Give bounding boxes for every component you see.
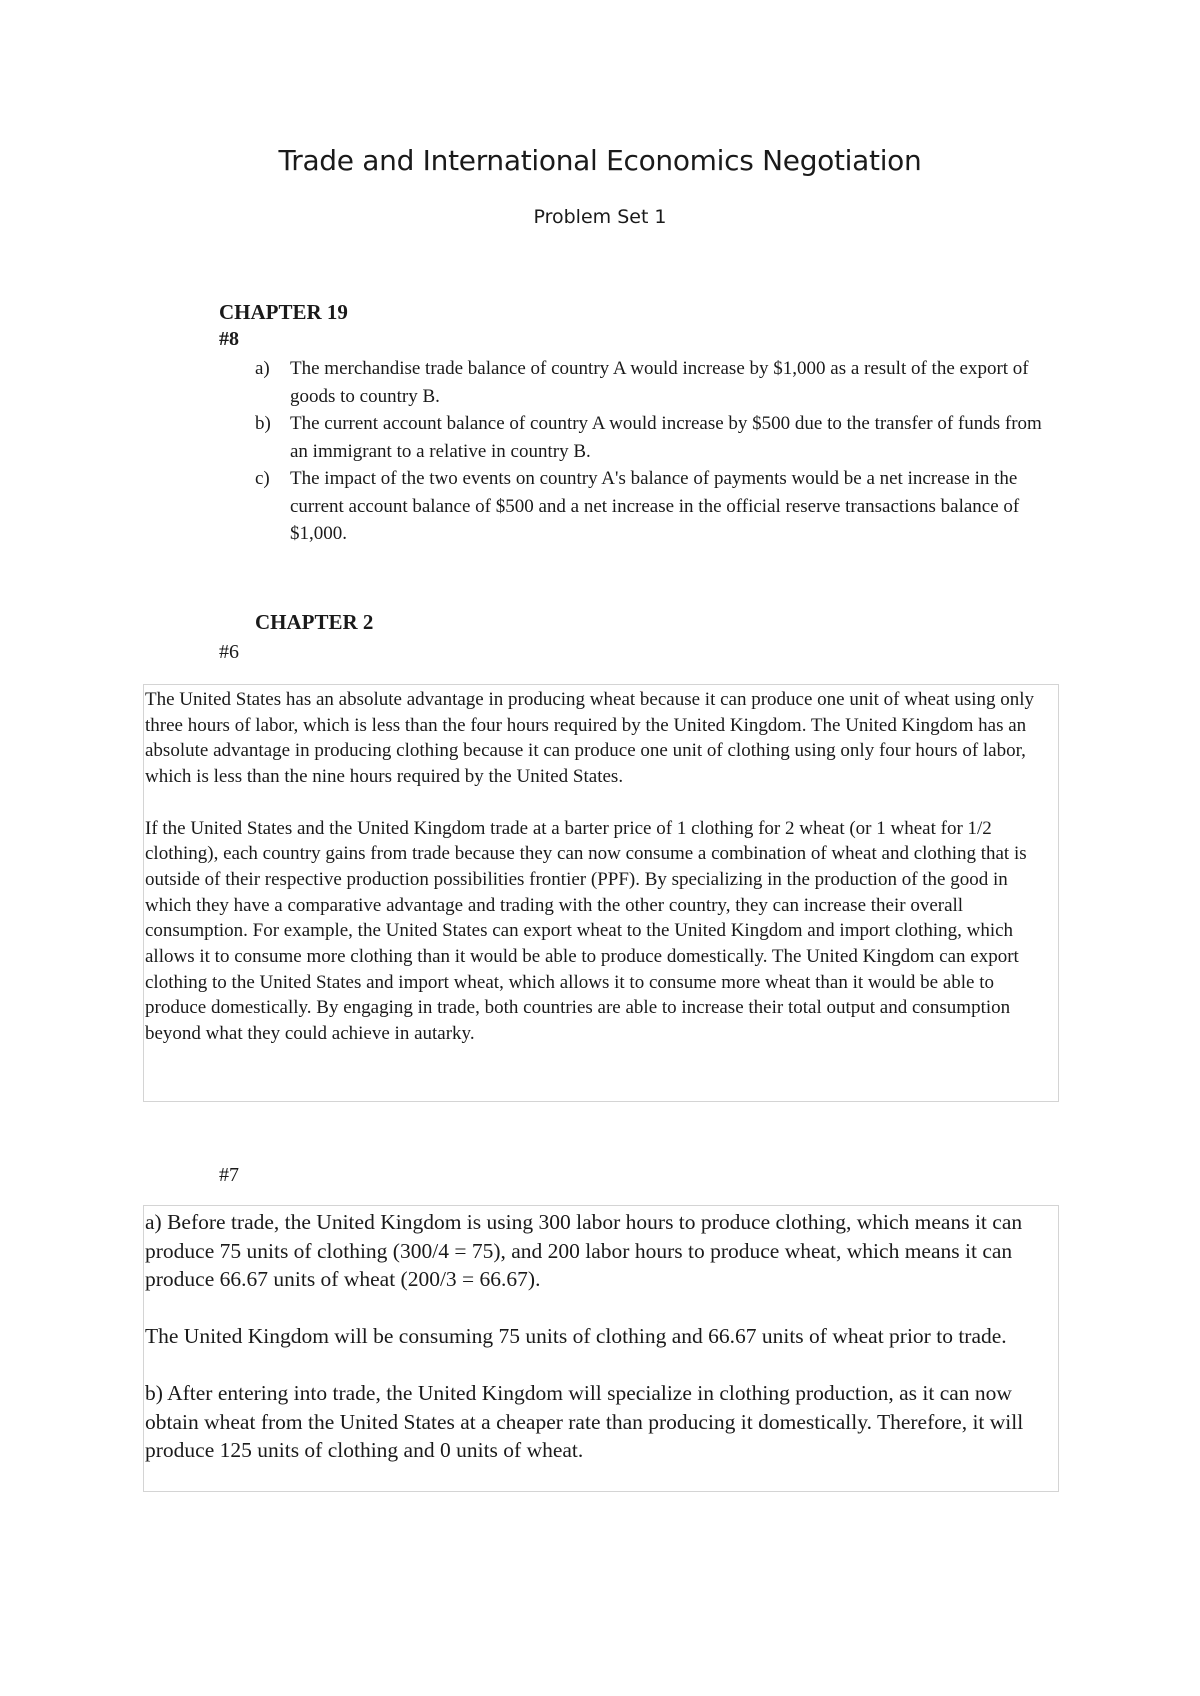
problem-6-number: #6 (219, 641, 239, 663)
answer-item-b (255, 410, 1055, 465)
problem-7-answer-box (143, 1205, 1059, 1492)
document-title: Trade and International Economics Negotiation (278, 144, 922, 177)
document-subtitle: Problem Set 1 (533, 206, 667, 228)
problem-7-number: #7 (219, 1164, 239, 1186)
answer-paragraph: The United States has an absolute advantage in producing wheat because it can produce one unit of wheat using only three hours of labor, which is less than the four hours required by the United Kingdom. The United Kingdom has an absolute advantage in producing clothing because it can produce one unit of clothing using only four hours of labor, which is less than the nine hours required by the United States. (145, 689, 1035, 788)
chapter-19-heading: CHAPTER 19 (219, 300, 348, 324)
problem-6-answer-box (143, 684, 1059, 1102)
answer-item-a (255, 355, 1055, 410)
answer-marker: b) (255, 413, 271, 434)
chapter-2-heading: CHAPTER 2 (255, 610, 374, 634)
answer-paragraph: a) Before trade, the United Kingdom is using 300 labor hours to produce clothing, which means it can produce 75 units of clothing (300/4 = 75), and 200 labor hours to produce wheat, which means it can produce 66.67 units of wheat (200/3 = 66.67). (145, 1210, 1023, 1291)
answer-paragraph: b) After entering into trade, the United Kingdom will specialize in clothing production, as it can now obtain wheat from the United States at a cheaper rate than producing it domestically. Therefore, it will produce 125 units of clothing and 0 units of wheat. (145, 1381, 1024, 1462)
answer-text: The merchandise trade balance of country A would increase by $1,000 as a result of the export of goods to country B. (290, 358, 1029, 407)
answer-paragraph: If the United States and the United Kingdom trade at a barter price of 1 clothing for 2 wheat (or 1 wheat for 1/2 clothing), each country gains from trade because they can now consume a combination of wheat and clothing that is outside of their respective production possibilities frontier (PPF). By specializing in the production of the good in which they have a comparative advantage and trading with the other country, they can increase their overall consumption. For example, the United States can export wheat to the United Kingdom and import clothing, which allows it to consume more clothing than it would be able to produce domestically. The United Kingdom can export clothing to the United States and import wheat, which allows it to consume more wheat than it would be able to produce domestically. By engaging in trade, both countries are able to increase their total output and consumption beyond what they could achieve in autarky. (145, 817, 1027, 1045)
problem-8-answer-list (255, 355, 1055, 548)
answer-paragraph: The United Kingdom will be consuming 75 units of clothing and 66.67 units of wheat prior to trade. (145, 1324, 1007, 1348)
answer-marker: a) (255, 358, 270, 379)
answer-item-c (255, 465, 1055, 548)
answer-text: The impact of the two events on country A's balance of payments would be a net increase in the current account balance of $500 and a net increase in the official reserve transactions balance of $1,000. (290, 468, 1020, 544)
problem-8-number: #8 (219, 328, 239, 350)
answer-marker: c) (255, 468, 270, 489)
answer-text: The current account balance of country A would increase by $500 due to the transfer of funds from an immigrant to a relative in country B. (290, 413, 1042, 462)
